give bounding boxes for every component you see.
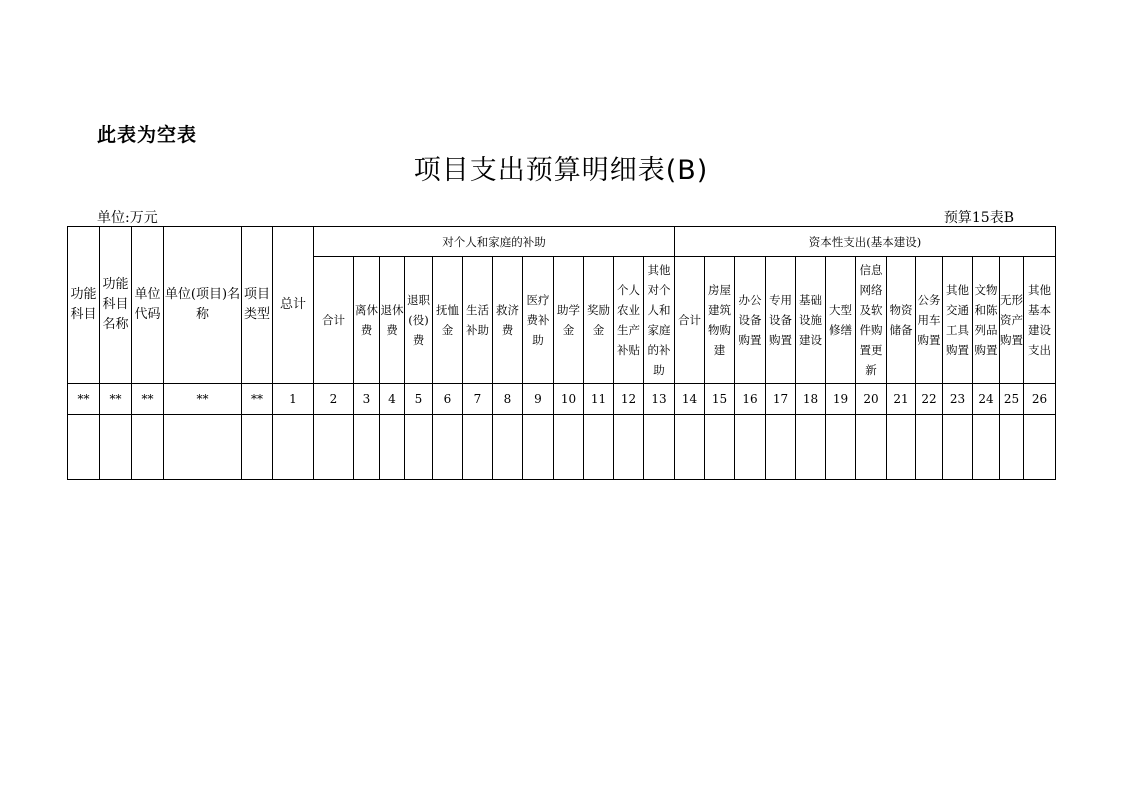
header-col: 其他对个人和家庭的补助 [644, 257, 675, 384]
empty-cell [826, 415, 856, 480]
unit-label: 单位:万元 [97, 210, 158, 226]
header-functional-subject-name: 功能科目名称 [100, 227, 132, 384]
number-cell: ** [164, 384, 242, 415]
header-col: 离休费 [354, 257, 380, 384]
empty-cell [164, 415, 242, 480]
empty-cell [493, 415, 523, 480]
empty-table-note: 此表为空表 [97, 124, 198, 146]
header-total: 总计 [273, 227, 314, 384]
number-cell: 21 [887, 384, 916, 415]
empty-cell [887, 415, 916, 480]
number-cell: 18 [796, 384, 826, 415]
number-cell: 13 [644, 384, 675, 415]
number-cell: 25 [1000, 384, 1024, 415]
number-cell: 26 [1024, 384, 1056, 415]
number-cell: 7 [463, 384, 493, 415]
header-col: 办公设备购置 [735, 257, 766, 384]
number-cell: 3 [354, 384, 380, 415]
empty-cell [68, 415, 100, 480]
empty-cell [273, 415, 314, 480]
empty-cell [405, 415, 433, 480]
number-cell: ** [100, 384, 132, 415]
empty-cell [354, 415, 380, 480]
header-col: 文物和陈列品购置 [973, 257, 1000, 384]
empty-cell [614, 415, 644, 480]
header-col: 退休费 [380, 257, 405, 384]
empty-cell [856, 415, 887, 480]
header-col: 合计 [675, 257, 705, 384]
header-group-capital-expenditure: 资本性支出(基本建设) [675, 227, 1056, 257]
header-col: 物资储备 [887, 257, 916, 384]
header-col: 救济费 [493, 257, 523, 384]
empty-cell [1000, 415, 1024, 480]
empty-cell [675, 415, 705, 480]
number-cell: 12 [614, 384, 644, 415]
empty-cell [314, 415, 354, 480]
number-cell: 8 [493, 384, 523, 415]
number-cell: 14 [675, 384, 705, 415]
number-cell: 1 [273, 384, 314, 415]
header-col: 其他交通工具购置 [943, 257, 973, 384]
number-cell: 24 [973, 384, 1000, 415]
header-col: 专用设备购置 [766, 257, 796, 384]
header-col: 奖励金 [584, 257, 614, 384]
number-cell: ** [132, 384, 164, 415]
header-col: 个人农业生产补贴 [614, 257, 644, 384]
empty-cell [554, 415, 584, 480]
empty-cell [242, 415, 273, 480]
header-col: 基础设施建设 [796, 257, 826, 384]
empty-cell [1024, 415, 1056, 480]
header-col: 合计 [314, 257, 354, 384]
empty-cell [916, 415, 943, 480]
header-col: 助学金 [554, 257, 584, 384]
empty-cell [433, 415, 463, 480]
empty-cell [973, 415, 1000, 480]
empty-cell [943, 415, 973, 480]
budget-detail-table [67, 226, 1056, 480]
number-cell: ** [242, 384, 273, 415]
header-unit-code: 单位代码 [132, 227, 164, 384]
empty-cell [766, 415, 796, 480]
table-number-label: 预算15表B [943, 210, 1014, 226]
empty-cell [735, 415, 766, 480]
header-functional-subject: 功能科目 [68, 227, 100, 384]
empty-cell [380, 415, 405, 480]
header-col: 无形资产购置 [1000, 257, 1024, 384]
header-col: 抚恤金 [433, 257, 463, 384]
header-col: 退职(役)费 [405, 257, 433, 384]
header-col: 生活补助 [463, 257, 493, 384]
header-group-personal-subsidy: 对个人和家庭的补助 [314, 227, 675, 257]
number-cell: 23 [943, 384, 973, 415]
header-col: 房屋建筑物购建 [705, 257, 735, 384]
empty-cell [132, 415, 164, 480]
number-cell: 6 [433, 384, 463, 415]
number-cell: 5 [405, 384, 433, 415]
header-unit-project-name: 单位(项目)名称 [164, 227, 242, 384]
header-project-type: 项目类型 [242, 227, 273, 384]
empty-cell [796, 415, 826, 480]
number-cell: 15 [705, 384, 735, 415]
empty-cell [584, 415, 614, 480]
number-cell: ** [68, 384, 100, 415]
number-cell: 16 [735, 384, 766, 415]
empty-cell [463, 415, 493, 480]
number-cell: 20 [856, 384, 887, 415]
empty-cell [644, 415, 675, 480]
number-cell: 9 [523, 384, 554, 415]
number-cell: 17 [766, 384, 796, 415]
number-cell: 19 [826, 384, 856, 415]
header-col: 其他基本建设支出 [1024, 257, 1056, 384]
number-cell: 22 [916, 384, 943, 415]
page-title: 项目支出预算明细表(B) [413, 155, 709, 186]
number-cell: 10 [554, 384, 584, 415]
header-col: 大型修缮 [826, 257, 856, 384]
empty-cell [523, 415, 554, 480]
empty-cell [705, 415, 735, 480]
header-col: 信息网络及软件购置更新 [856, 257, 887, 384]
number-cell: 11 [584, 384, 614, 415]
empty-data-row [68, 415, 1056, 480]
number-cell: 2 [314, 384, 354, 415]
column-number-row [68, 384, 1056, 415]
number-cell: 4 [380, 384, 405, 415]
header-col: 医疗费补助 [523, 257, 554, 384]
empty-cell [100, 415, 132, 480]
header-col: 公务用车购置 [916, 257, 943, 384]
